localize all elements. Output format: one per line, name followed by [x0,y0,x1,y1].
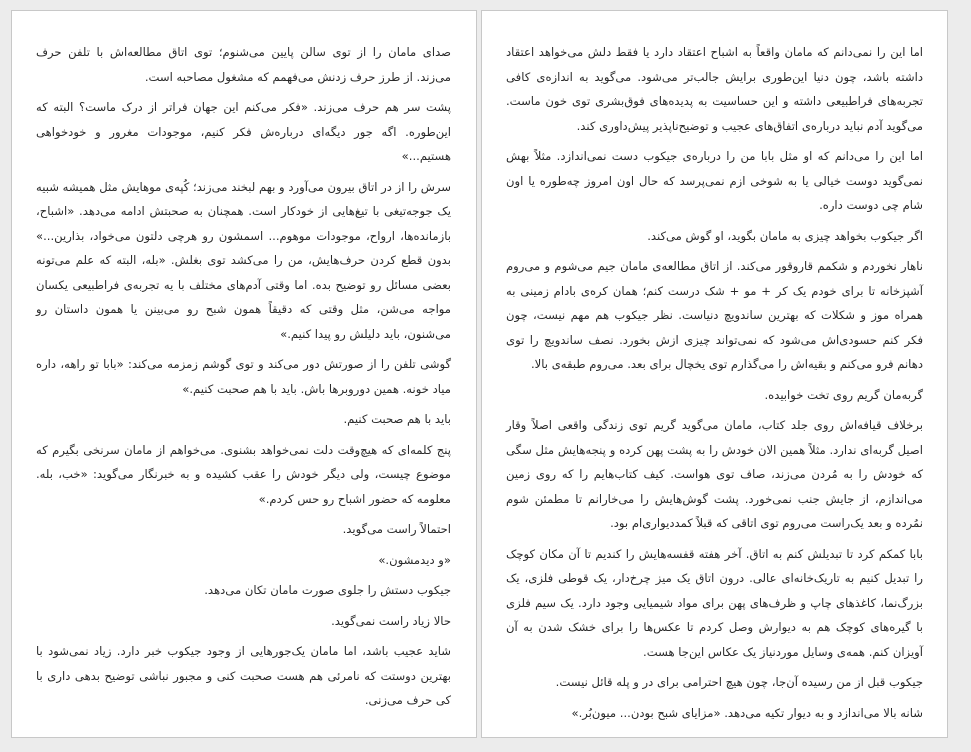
paragraph: جیکوب دستش را جلوی صورت مامان تکان می‌دهد. [204,583,451,597]
paragraph: گوشی تلفن را از صورتش دور می‌کند و توی گوشم زمزمه می‌کند: «بابا تو راهه، داره میاد خونه. همین دوروبرها باش. باید با هم صحبت کنیم.» [36,357,451,396]
paragraph: صدای مامان را از توی سالن پایین می‌شنوم؛ توی اتاق مطالعه‌اش با تلفن حرف می‌زند. از طرز حرف زدنش می‌فهمم که مشغول مصاحبه است. [36,45,451,84]
paragraph: اما این را نمی‌دانم که مامان واقعاً به اشباح اعتقاد دارد یا فقط دلش می‌خواهد اعتقاد داشته باشد، چون دنیا این‌طوری برایش جالب‌تر می‌شود. می‌گوید به اندازه‌ی کافی تجربه‌های فراطبیعی داشته و این حساسیت به پدیده‌های فوق‌بشری توی خون ماست. می‌گوید آدم نباید درباره‌ی اتفاق‌های عجیب و توضیح‌ناپذیر پیش‌داوری کند. [506,45,923,133]
paragraph: باید با هم صحبت کنیم. [343,412,451,426]
paragraph: پنج کلمه‌ای که هیچ‌وقت دلت نمی‌خواهد بشنوی. می‌خواهم از مامان سرنخی بگیرم که موضوع چیست، ولی دیگر خودش را عقب کشیده و به خبرنگار می‌گوید: «خب، بله. معلومه که حضور اشباح رو حس کردم.» [36,442,451,506]
paragraph: شانه بالا می‌اندازد و به دیوار تکیه می‌دهد. «مزایای شبح بودن... میون‌بُر.» [571,705,923,720]
paragraph: پشت سر هم حرف می‌زند. «فکر می‌کنم این جهان فراتر از درک ماست؟ البته که این‌طوره. اگه جور دیگه‌ای درباره‌ش فکر کنیم، موجودات مغرور و خودخواهی هستیم...» [36,100,451,163]
paragraph: احتمالاً راست می‌گوید. [342,522,451,536]
right-page [481,10,948,738]
paragraph: سرش را از در اتاق بیرون می‌آورد و بهم لبخند می‌زند؛ کُپه‌ی موهایش مثل همیشه شبیه یک جوجه‌تیغی با تیغ‌هایی از خودکار است. همچنان به صحبتش ادامه می‌دهد. «اشباح، بازمانده‌ها، ارواح، موجودات موهوم... اسمشون رو هرچی دلتون می‌خواد، بذارین...» بدون قطع کردن حرف‌هایش، من را می‌کشد توی بغلش. «بله، البته که علم می‌تونه بعضی مسائل رو توضیح بده. اما وقتی آدم‌های مختلف با یه تجربه‌ی فراطبیعی یکسان مواجه می‌شن، مثل وقتی که دقیقاً همون شبح رو می‌بینن یا همون داستان رو می‌شنون، باید دلیلش رو پیدا کنیم.» [36,179,451,341]
paragraph: ناهار نخوردم و شکمم قاروقور می‌کند. از اتاق مطالعه‌ی مامان جیم می‌شوم و می‌روم آشپزخانه تا برای خودم یک کر + مو + شک درست کنم؛ همان کره‌ی بادام زمینی به همراه موز و شکلات که بهترین ساندویچ دنیاست. نظر جیکوب هم مهم نیست، چون فکر کنم حسودی‌اش می‌شود که نمی‌تواند چیزی ازش بخورد. نصف ساندویچ را توی دهانم فرو می‌کنم و بقیه‌اش را می‌گذارم توی یخچال برای بعد. می‌روم طبقه‌ی بالا. [506,259,923,371]
paragraph: اما این را می‌دانم که او مثل بابا من را درباره‌ی جیکوب دست نمی‌اندازد. مثلاً بهش نمی‌گوید دوست خیالی یا به شوخی ازم نمی‌پرسد که حال اون امروز چه‌طوره یا اون شام چی دوست داره. [506,149,923,212]
left-page [11,10,477,738]
paragraph: بابا کمکم کرد تا تبدیلش کنم به اتاق. آخر هفته قفسه‌هایش را کندیم تا آن مکان کوچک را تبدیل کنیم به تاریک‌خانه‌ای عالی. درون اتاق یک میز چرخ‌دار، یک قوطی فلزی، یک بزرگ‌نما، کاغذهای چاپ و ظرف‌های پهن برای مواد شیمیایی وجود دارد. یک سیم فلزی با گیره‌های کوچک هم به دیوارش وصل کردم تا عکس‌ها را برای خشک شدن به آن آویزان کنم. همه‌ی وسایل موردنیاز یک عکاس این‌جا هست. [506,546,923,659]
paragraph: جیکوب قبل از من رسیده آن‌جا، چون هیچ احترامی برای در و پله قائل نیست. [555,675,923,689]
paragraph: برخلاف قیافه‌اش روی جلد کتاب، مامان می‌گوید گریم توی زندگی واقعی اصلاً وقار اصیل گربه‌ای ندارد. مثلاً همین الان خودش را به پشت پهن کرده و پنجه‌هایش مثل سگی که خودش را به مُردن می‌زند، صاف توی هواست. کیف کتاب‌هایم را که روی زمین می‌اندازم، از جایش جنب نمی‌خورد. پشت گوش‌هایش را می‌خارانم تا مطمئن شوم نمُرده و بعد یک‌راست می‌روم توی اتاقی که قبلاً کمددیواری‌ام بود. [506,418,923,530]
paragraph: حالا زیاد راست نمی‌گوید. [331,613,451,628]
paragraph: شاید عجیب باشد، اما مامان یک‌جورهایی از وجود جیکوب خبر دارد. زیاد نمی‌شود با بهترین دوستت که نامرئی هم هست صحبت کنی و مجبور نباشی توضیح بدهی داری با کی حرف می‌زنی. [36,644,451,707]
paragraph: «و دیدمشون.» [378,552,451,567]
paragraph: اگر جیکوب بخواهد چیزی به مامان بگوید، او گوش می‌کند. [647,228,923,243]
paragraph: گربه‌مان گریم روی تخت خوابیده. [764,387,923,402]
